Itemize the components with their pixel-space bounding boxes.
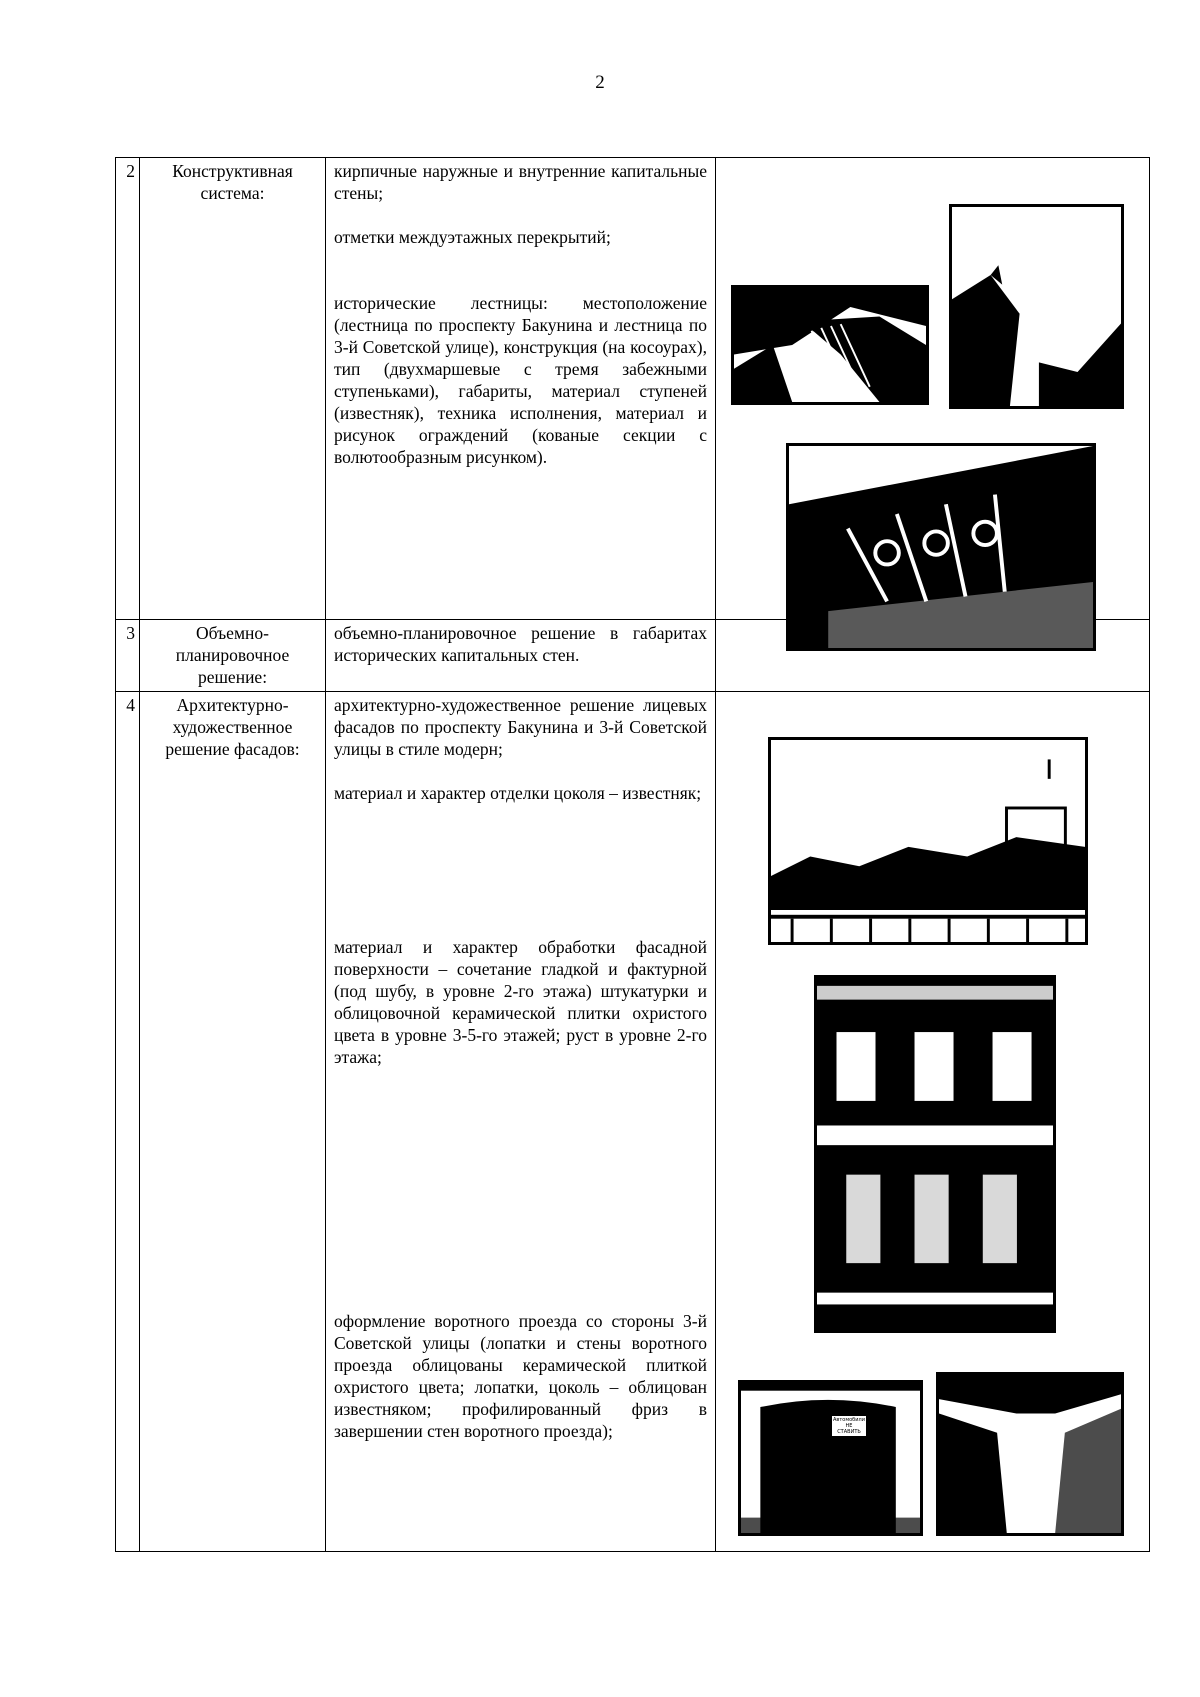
description-paragraph: оформление воротного проезда со стороны 3-й Советской улицы (лопатки и стены воротного проезда облицованы керамической плиткой охристого цвета; лопатки, цоколь – облицован известняком; профилированный фриз в завершении стен воротного проезда); bbox=[334, 1311, 707, 1441]
description-paragraph: объемно-планировочное решение в габаритах исторических капитальных стен. bbox=[334, 623, 707, 665]
description-paragraph: материал и характер отделки цоколя – известняк; bbox=[334, 783, 702, 803]
description-paragraph: материал и характер обработки фасадной поверхности – сочетание гладкой и фактурной (под шубу, в уровне 2-го этажа) штукатурки и облицовочной керамической плитки охристого цвета в уровне 3-5-го этажей; руст в уровне 2-го этажа; bbox=[334, 937, 707, 1067]
railing-photo bbox=[786, 443, 1096, 651]
row-title: Архитектурно-художественное решение фасадов: bbox=[140, 692, 326, 1552]
row-number: 4 bbox=[116, 692, 140, 1552]
description-paragraph: кирпичные наружные и внутренние капитальные стены; bbox=[334, 161, 707, 203]
row-title: Конструктивная система: bbox=[140, 158, 326, 620]
table-row bbox=[116, 158, 1150, 620]
facade-photo bbox=[814, 975, 1056, 1333]
row-number: 2 bbox=[116, 158, 140, 620]
gateway-photo bbox=[738, 1380, 923, 1536]
attributes-table bbox=[115, 157, 1150, 1552]
page-number: 2 bbox=[595, 72, 605, 93]
table-row bbox=[116, 692, 1150, 1552]
description-paragraph: отметки междуэтажных перекрытий; bbox=[334, 227, 611, 247]
row-number: 3 bbox=[116, 620, 140, 692]
row-title: Объемно-планировочное решение: bbox=[140, 620, 326, 692]
row-description bbox=[326, 692, 716, 1552]
staircase-photo-2 bbox=[949, 204, 1124, 409]
row-photos bbox=[716, 158, 1150, 620]
row-description bbox=[326, 158, 716, 620]
staircase-photo-1 bbox=[731, 285, 929, 405]
gateway-interior-photo bbox=[936, 1372, 1124, 1536]
row-photos bbox=[716, 692, 1150, 1552]
gate-sign: Автомобили НЕ СТАВИТЬ bbox=[831, 1415, 867, 1437]
description-paragraph: архитектурно-художественное решение лицевых фасадов по проспекту Бакунина и 3-й Советской улицы в стиле модерн; bbox=[334, 695, 707, 759]
row-description bbox=[326, 620, 716, 692]
description-paragraph: исторические лестницы: местоположение (лестница по проспекту Бакунина и лестница по 3-й Советской улице), конструкция (на косоурах), тип (двухмаршевые с тремя забежными ступеньками), габариты, материал ступеней (известняк), техника исполнения, материал и рисунок ограждений (кованые секции с волютообразным рисунком). bbox=[334, 293, 707, 467]
plinth-photo bbox=[768, 737, 1088, 945]
